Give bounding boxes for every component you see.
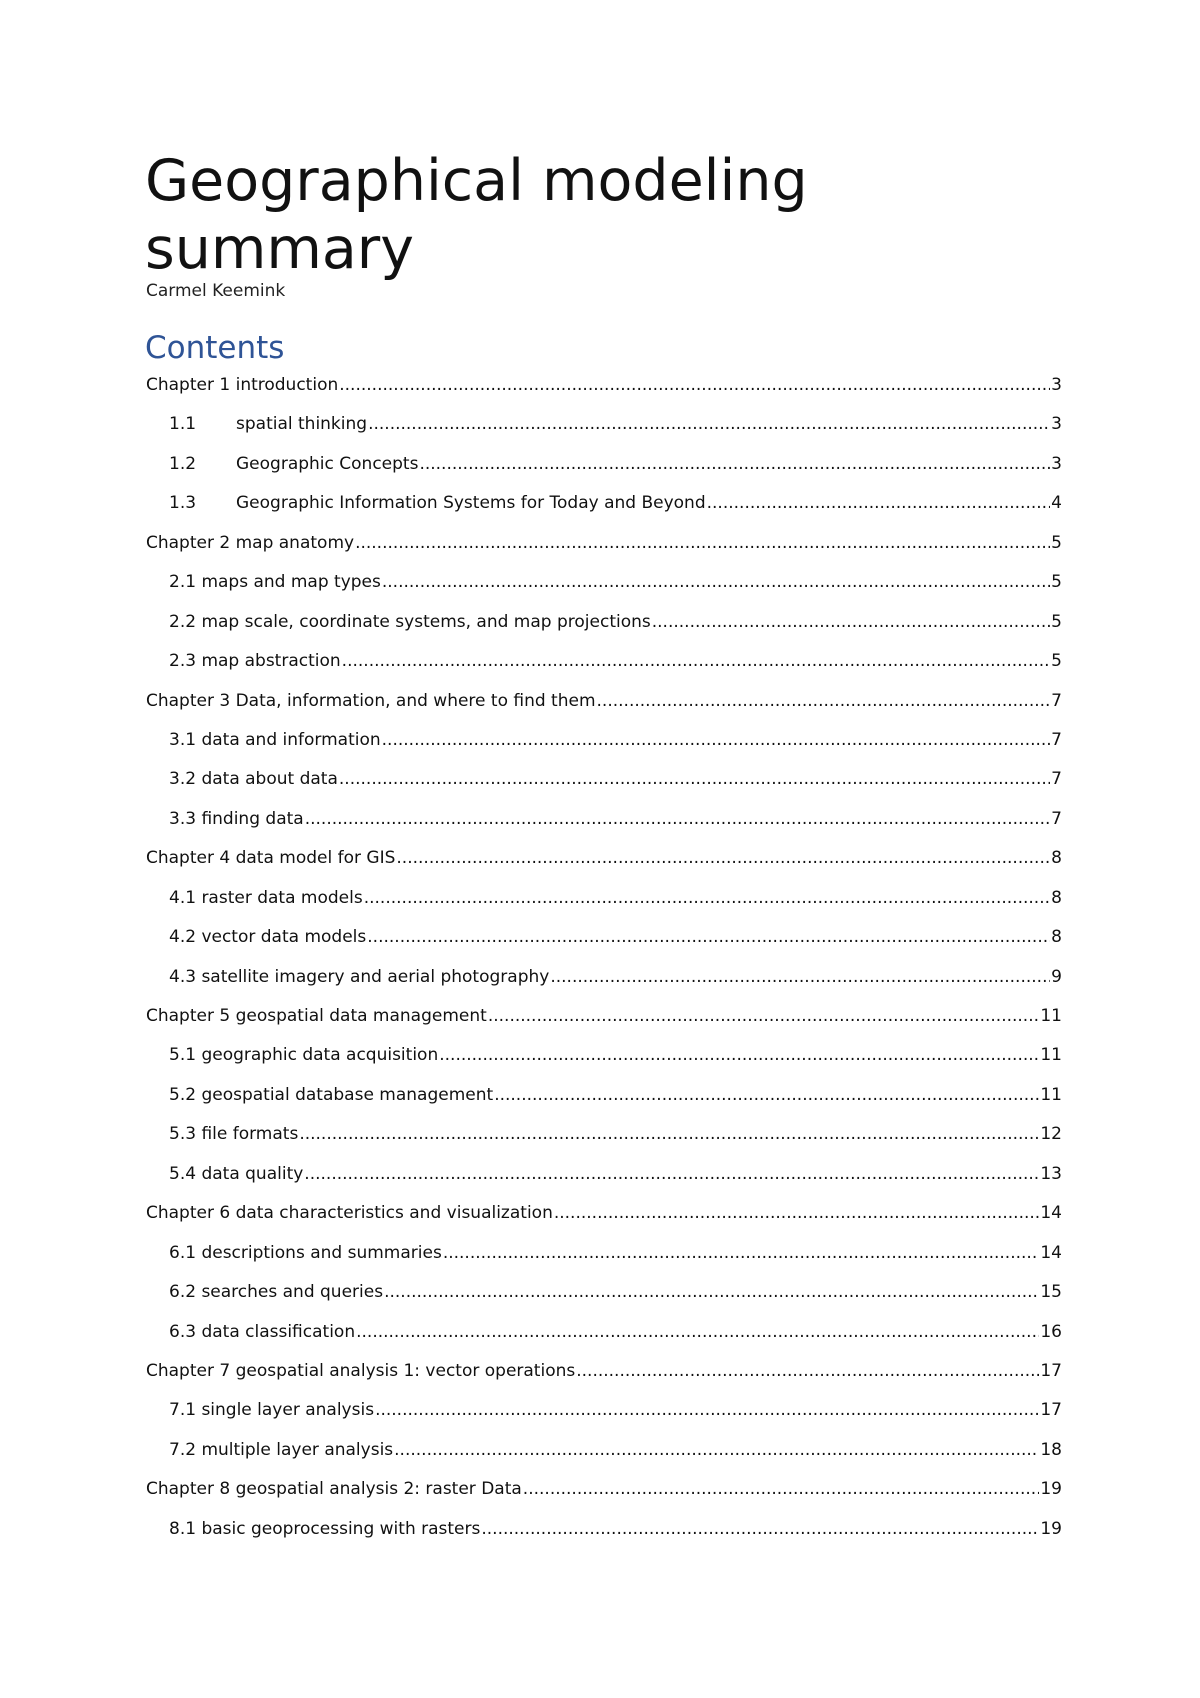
toc-entry[interactable] [146, 1321, 1062, 1360]
toc-dot-leader [299, 1123, 1039, 1145]
toc-entry[interactable] [146, 1518, 1062, 1557]
toc-entry-label: spatial thinking [236, 414, 368, 435]
toc-entry[interactable] [146, 1478, 1062, 1517]
toc-dot-leader [488, 1005, 1040, 1027]
toc-entry-label: Chapter 1 introduction [146, 375, 339, 395]
toc-entry-label: Chapter 5 geospatial data management [146, 1006, 487, 1026]
toc-entry-label: 7.2 multiple layer analysis [169, 1439, 394, 1460]
toc-entry-page-number: 11 [1040, 1045, 1062, 1066]
toc-dot-leader [305, 808, 1050, 830]
toc-entry[interactable] [146, 1123, 1062, 1162]
toc-entry-number: 1.2 [169, 453, 197, 474]
toc-dot-leader [494, 1084, 1039, 1106]
toc-dot-leader [554, 1202, 1040, 1224]
toc-entry-page-number: 3 [1051, 375, 1062, 395]
toc-entry[interactable] [146, 571, 1062, 610]
toc-entry-label: 2.2 map scale, coordinate systems, and map projections [169, 611, 651, 632]
toc-entry-label: 4.3 satellite imagery and aerial photography [169, 966, 550, 987]
toc-dot-leader [339, 374, 1050, 396]
toc-entry-page-number: 9 [1051, 966, 1062, 987]
toc-entry-page-number: 4 [1051, 493, 1062, 514]
toc-entry-label: 3.3 finding data [169, 808, 304, 829]
toc-entry-page-number: 7 [1051, 729, 1062, 750]
toc-entry-page-number: 8 [1051, 848, 1062, 869]
toc-entry-label: Chapter 2 map anatomy [146, 532, 355, 553]
toc-entry-page-number: 7 [1051, 808, 1062, 829]
toc-entry-label: Geographic Information Systems for Today and Beyond [236, 493, 706, 514]
toc-entry[interactable] [146, 1281, 1062, 1320]
toc-entry-page-number: 17 [1040, 1400, 1062, 1421]
toc-entry-page-number: 7 [1051, 690, 1062, 711]
toc-dot-leader [419, 453, 1050, 475]
toc-entry-number: 1.1 [169, 414, 197, 435]
toc-entry-label: 6.1 descriptions and summaries [169, 1242, 442, 1263]
document-title-line-2: summary [145, 216, 414, 282]
toc-entry[interactable] [146, 729, 1062, 768]
toc-entry-label: 2.1 maps and map types [169, 572, 381, 593]
toc-entry[interactable] [146, 768, 1062, 807]
toc-dot-leader [355, 532, 1050, 554]
toc-entry[interactable] [146, 808, 1062, 847]
toc-dot-leader [304, 1163, 1039, 1185]
toc-entry[interactable] [146, 690, 1062, 729]
toc-dot-leader [375, 1399, 1039, 1421]
toc-dot-leader [368, 413, 1050, 435]
toc-entry-label: 5.2 geospatial database management [169, 1084, 494, 1105]
toc-dot-leader [394, 1439, 1039, 1461]
toc-entry-label: 6.3 data classification [169, 1321, 356, 1342]
toc-entry[interactable] [146, 1005, 1062, 1044]
toc-entry-page-number: 14 [1040, 1242, 1062, 1263]
toc-entry-page-number: 3 [1051, 414, 1062, 435]
toc-entry-page-number: 19 [1040, 1479, 1062, 1500]
toc-entry-page-number: 5 [1051, 651, 1062, 672]
toc-dot-leader [481, 1518, 1039, 1540]
toc-entry[interactable] [146, 926, 1062, 965]
toc-entry[interactable] [146, 1439, 1062, 1478]
toc-entry[interactable] [146, 374, 1062, 413]
toc-entry-page-number: 3 [1051, 453, 1062, 474]
toc-dot-leader [342, 650, 1051, 672]
toc-entry-label: 8.1 basic geoprocessing with rasters [169, 1518, 481, 1539]
document-title-line-1: Geographical modeling [145, 148, 808, 214]
toc-dot-leader [364, 887, 1050, 909]
document-title [145, 147, 1105, 283]
toc-dot-leader [382, 571, 1050, 593]
toc-dot-leader [384, 1281, 1039, 1303]
toc-entry-label: 3.2 data about data [169, 769, 338, 790]
toc-entry-label: Geographic Concepts [236, 453, 419, 474]
toc-entry-label: Chapter 8 geospatial analysis 2: raster Data [146, 1479, 522, 1500]
toc-entry[interactable] [146, 887, 1062, 926]
toc-entry[interactable] [146, 611, 1062, 650]
toc-entry-page-number: 14 [1040, 1203, 1062, 1224]
table-of-contents [146, 374, 1062, 1557]
toc-dot-leader [597, 690, 1051, 712]
toc-dot-leader [439, 1044, 1039, 1066]
toc-entry-page-number: 19 [1040, 1518, 1062, 1539]
toc-heading: Contents [145, 330, 285, 366]
toc-entry-label: 2.3 map abstraction [169, 651, 341, 672]
toc-entry[interactable] [146, 847, 1062, 886]
toc-entry[interactable] [146, 1084, 1062, 1123]
toc-dot-leader [443, 1242, 1040, 1264]
toc-entry-page-number: 8 [1051, 887, 1062, 908]
toc-entry-page-number: 5 [1051, 572, 1062, 593]
toc-dot-leader [356, 1321, 1039, 1343]
toc-dot-leader [382, 729, 1051, 751]
toc-dot-leader [550, 966, 1050, 988]
toc-entry-label: Chapter 4 data model for GIS [146, 848, 396, 869]
toc-entry-page-number: 18 [1040, 1439, 1062, 1460]
toc-entry-page-number: 5 [1051, 532, 1062, 553]
toc-entry-label: 6.2 searches and queries [169, 1282, 384, 1303]
toc-entry-page-number: 15 [1040, 1282, 1062, 1303]
toc-entry-page-number: 7 [1051, 769, 1062, 790]
toc-entry-label: 4.1 raster data models [169, 887, 363, 908]
toc-entry-page-number: 11 [1040, 1006, 1062, 1026]
toc-entry-label: 3.1 data and information [169, 729, 381, 750]
toc-entry[interactable] [146, 532, 1062, 571]
toc-entry-page-number: 11 [1040, 1084, 1062, 1105]
toc-entry-label: 5.3 file formats [169, 1124, 299, 1145]
toc-entry-page-number: 5 [1051, 611, 1062, 632]
toc-dot-leader [707, 492, 1051, 514]
toc-entry-page-number: 16 [1040, 1321, 1062, 1342]
toc-dot-leader [339, 768, 1050, 790]
toc-dot-leader [367, 926, 1050, 948]
toc-entry[interactable] [146, 453, 1062, 492]
toc-entry-number: 1.3 [169, 493, 197, 514]
toc-entry-label: Chapter 3 Data, information, and where to find them [146, 690, 596, 711]
toc-entry-label: 7.1 single layer analysis [169, 1400, 375, 1421]
toc-entry[interactable] [146, 492, 1062, 531]
toc-entry[interactable] [146, 413, 1062, 452]
toc-entry[interactable] [146, 1044, 1062, 1083]
toc-entry-label: Chapter 7 geospatial analysis 1: vector operations [146, 1360, 576, 1381]
toc-entry[interactable] [146, 1242, 1062, 1281]
toc-entry-page-number: 17 [1040, 1360, 1062, 1381]
toc-entry[interactable] [146, 966, 1062, 1005]
toc-entry-label: 5.4 data quality [169, 1163, 304, 1184]
toc-dot-leader [396, 847, 1050, 869]
toc-entry-page-number: 8 [1051, 927, 1062, 948]
toc-entry[interactable] [146, 1399, 1062, 1438]
toc-entry-label: 4.2 vector data models [169, 927, 367, 948]
toc-entry[interactable] [146, 1163, 1062, 1202]
toc-dot-leader [652, 611, 1050, 633]
toc-entry[interactable] [146, 1202, 1062, 1241]
toc-entry-label: Chapter 6 data characteristics and visualization [146, 1203, 553, 1224]
toc-entry-page-number: 13 [1040, 1163, 1062, 1184]
toc-entry-page-number: 12 [1040, 1124, 1062, 1145]
document-author: Carmel Keemink [146, 281, 286, 301]
toc-dot-leader [523, 1478, 1040, 1500]
toc-dot-leader [576, 1360, 1039, 1382]
toc-entry[interactable] [146, 650, 1062, 689]
toc-entry-label: 5.1 geographic data acquisition [169, 1045, 439, 1066]
toc-entry[interactable] [146, 1360, 1062, 1399]
